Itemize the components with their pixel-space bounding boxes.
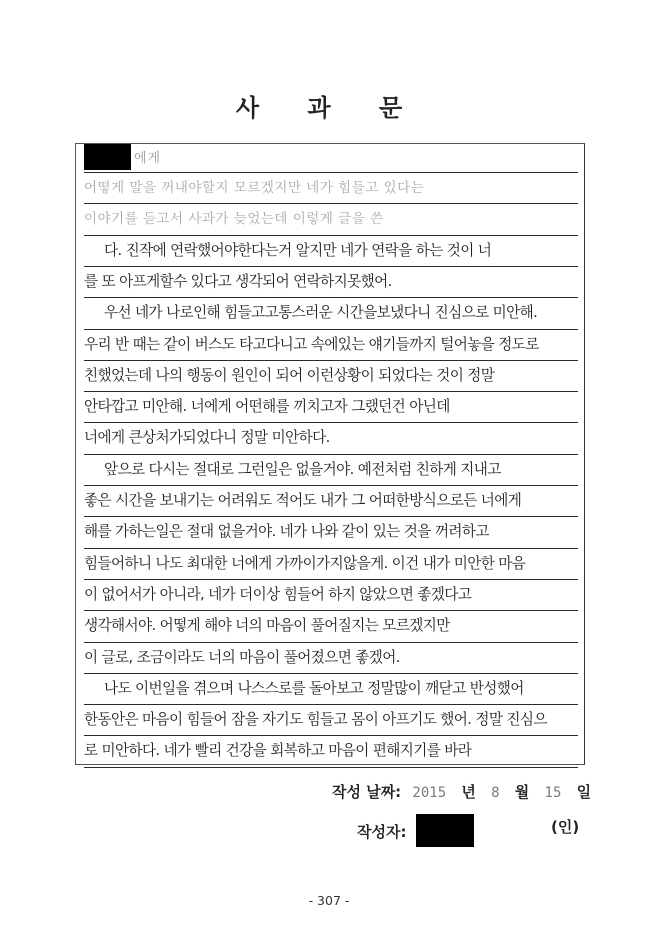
handwritten-line: 안타깝고 미안해. 너에게 어떤해를 끼치고자 그랬던건 아닌데: [84, 398, 450, 416]
handwritten-line: 친했었는데 나의 행동이 원인이 되어 이런상황이 되었다는 것이 정말: [84, 366, 495, 384]
handwritten-line: 이 없어서가 아니라, 네가 더이상 힘들어 하지 않았으면 좋겠다고: [84, 585, 472, 603]
ruled-line: [84, 203, 578, 204]
ruled-line: [84, 485, 578, 486]
redacted-author-name: [416, 814, 474, 847]
author-label: 작성자:: [357, 823, 407, 841]
date-month: 8: [491, 785, 500, 801]
handwritten-line: 생각해서야. 어떻게 해야 너의 마음이 풀어질지는 모르겠지만: [84, 617, 450, 635]
ruled-line: [84, 360, 578, 361]
handwritten-line: 한동안은 마음이 힘들어 잠을 자기도 힘들고 몸이 아프기도 했어. 정말 진심으: [84, 711, 547, 729]
handwritten-line: 앞으로 다시는 절대로 그런일은 없을거야. 예전처럼 친하게 지내고: [104, 460, 501, 478]
page-number: - 307 -: [308, 893, 350, 908]
handwritten-line: 해를 가하는일은 절대 없을거야. 네가 나와 같이 있는 것을 꺼려하고: [84, 523, 489, 541]
date-row: [332, 781, 595, 802]
handwritten-line: 너에게 큰상처가되었다니 정말 미안하다.: [84, 429, 330, 447]
ruled-line: [84, 579, 578, 580]
ruled-line: [84, 172, 578, 173]
ruled-line: [84, 516, 578, 517]
ruled-line: [84, 704, 578, 705]
ruled-line: [84, 329, 578, 330]
ruled-line: [84, 673, 578, 674]
date-year: 2015: [412, 785, 447, 801]
handwritten-line: 좋은 시간을 보내기는 어려워도 적어도 내가 그 어떠한방식으로든 너에게: [84, 492, 522, 509]
date-label: 작성 날짜:: [332, 783, 402, 801]
handwritten-line: 를 또 아프게할수 있다고 생각되어 연락하지못했어.: [84, 272, 392, 290]
date-day: 15: [544, 785, 562, 801]
seal-mark: (인): [551, 818, 580, 836]
handwritten-line: 이 글로, 조금이라도 너의 마음이 풀어졌으면 좋겠어.: [84, 648, 400, 666]
author-row: [357, 816, 474, 849]
ruled-line: [84, 391, 578, 392]
ruled-line: [84, 767, 578, 768]
ruled-line: [84, 297, 578, 298]
handwritten-line: 우리 반 때는 같이 버스도 타고다니고 속에있는 얘기들까지 털어놓을 정도로: [84, 335, 539, 353]
handwritten-line: 나도 이번일을 겪으며 나스스로를 돌아보고 정말많이 깨닫고 반성했어: [104, 679, 524, 697]
handwritten-line: 이야기를 듣고서 사과가 늦었는데 이렇게 글을 쓴: [84, 211, 384, 228]
handwritten-line: 로 미안하다. 네가 빨리 건강을 회복하고 마음이 편해지기를 바라: [84, 742, 472, 760]
letter-box: [75, 143, 585, 765]
ruled-line: [84, 548, 578, 549]
ruled-line: [84, 735, 578, 736]
day-unit: 일: [576, 783, 592, 801]
year-unit: 년: [461, 783, 476, 801]
handwritten-line: 우선 네가 나로인해 힘들고고통스러운 시간을보냈다니 진심으로 미안해.: [104, 304, 538, 322]
document-title: 사 과 문: [235, 93, 423, 122]
ruled-line: [84, 422, 578, 423]
ruled-line: [84, 642, 578, 643]
redacted-recipient-name: [84, 144, 131, 170]
ruled-line: [84, 235, 578, 236]
month-unit: 월: [514, 783, 530, 801]
handwritten-line: 힘들어하니 나도 최대한 너에게 가까이가지않을게. 이건 내가 미안한 마음: [84, 554, 526, 572]
greeting-suffix: 에게: [134, 151, 162, 166]
ruled-line: [84, 454, 578, 455]
handwritten-line: 다. 진작에 연락했어야한다는거 알지만 네가 연락을 하는 것이 너: [104, 241, 492, 259]
ruled-line: [84, 610, 578, 611]
handwritten-line: 어떻게 말을 꺼내야할지 모르겠지만 네가 힘들고 있다는: [84, 180, 425, 196]
ruled-line: [84, 266, 578, 267]
